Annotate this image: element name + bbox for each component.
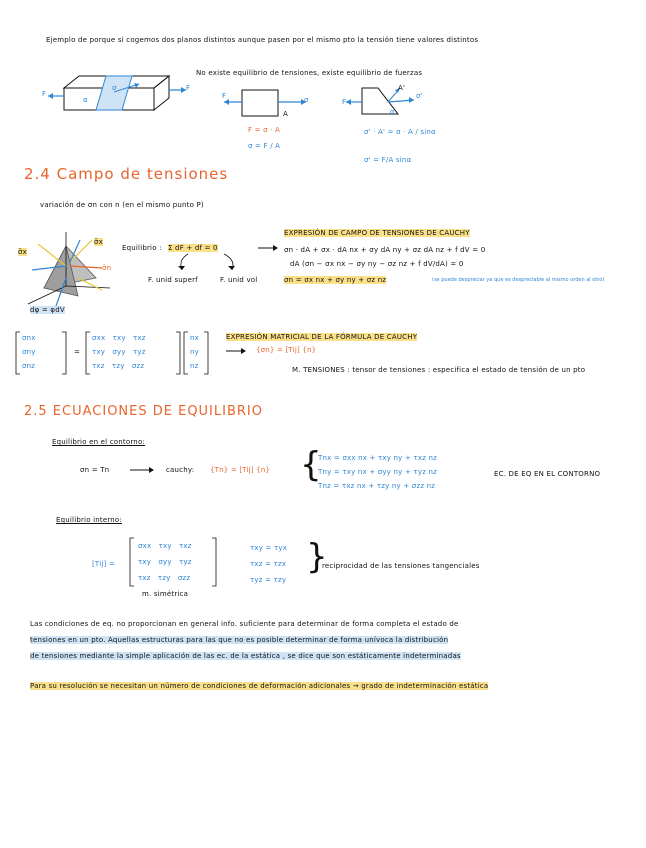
interno-row-0: σxx τxy τxz	[138, 542, 192, 550]
section-2-5-title: 2.5 ECUACIONES DE EQUILIBRIO	[24, 404, 263, 419]
paragraph-line-1: Las condiciones de eq. no proporcionan en general info. suficiente para determinar de forma completa el estado de	[30, 620, 459, 628]
matrix-row-1: τxy σyy τyz	[92, 348, 146, 356]
tau-equalities	[250, 544, 287, 584]
tau-eq-2: τyz = τzy	[250, 576, 287, 584]
tetra-left-top: σ̄x	[18, 248, 27, 256]
equilibrio-arrows	[166, 250, 256, 274]
fig3-alpha: α	[390, 108, 395, 116]
block-figure	[44, 70, 194, 118]
fig2-sigma: σ	[304, 96, 309, 104]
fig1-f-right: F	[186, 84, 191, 92]
square-figure	[218, 86, 318, 120]
matrix-row-0: σxx τxy τxz	[92, 334, 146, 342]
matrix-arrow	[226, 346, 250, 356]
rhs-1: ny	[190, 348, 199, 356]
cauchy-note: (se puede despreciar ya que es despreciable al mismo orden al otro)	[432, 277, 605, 283]
intro-text: Ejemplo de porque si cogemos dos planos distintos aunque pasen por el mismo pto la tensión tiene valores distintos	[46, 36, 479, 44]
contorno-system	[318, 454, 437, 490]
matrix-rhs	[190, 334, 199, 370]
matrix-row-2: τxz τzy σzz	[92, 362, 145, 370]
system-line-2: Tnz = τxz nx + τzy ny + σzz nz	[318, 482, 436, 490]
interno-row-1: τxy σyy τyz	[138, 558, 192, 566]
interno-brackets	[128, 536, 228, 588]
rhs-2: nz	[190, 362, 199, 370]
cauchy-eq-line3: σn = σx nx + σy ny + σz nz	[284, 276, 387, 284]
fig1-f-left: F	[42, 90, 47, 98]
fig1-sigma: σ	[112, 84, 117, 92]
variacion-text: variación de σn con n (en el mismo punto P)	[40, 201, 204, 209]
no-equilibrio-text: No existe equilibrio de tensiones, existe equilibrio de fuerzas	[196, 69, 423, 77]
fig3-sigma: σ'	[416, 92, 423, 100]
paragraph-line-4: Para su resolución se necesitan un número de condiciones de deformación adicionales → grado de indeterminación estática	[30, 682, 489, 690]
tij-label: [Tij] =	[92, 560, 115, 568]
tetra-right: σ̄n	[102, 264, 112, 272]
equilibrio-arrow	[258, 243, 280, 253]
paragraph-line-2: tensiones en un pto. Aquellas estructuras para las que no es posible determinar de forma unívoca la distribución	[30, 636, 449, 644]
interno-title: Equilibrio interno:	[56, 516, 122, 524]
system-line-1: Tny = τxy nx + σyy ny + τyz nz	[318, 468, 437, 476]
contorno-arrow	[130, 465, 158, 475]
lhs-0: σnx	[22, 334, 36, 342]
fig2-eq1: F = σ · A	[248, 126, 281, 134]
tetra-bottom: dφ = φdV	[30, 306, 65, 314]
matrix-expr-title: EXPRESIÓN MATRICIAL DE LA FÓRMULA DE CAUCHY	[226, 333, 418, 341]
fig3-eq1: σ' · A' = σ · A / sinα	[364, 128, 436, 136]
contorno-eq: σn = Tn	[80, 466, 110, 474]
matrix-eq-sign: =	[74, 348, 81, 356]
simetrica-label: m. simétrica	[142, 590, 189, 598]
system-line-0: Tnx = σxx nx + τxy ny + τxz nz	[318, 454, 437, 462]
matrix-compact: {σn} = [Tij] {n}	[256, 346, 317, 354]
cauchy-expr-title: EXPRESIÓN DE CAMPO DE TENSIONES DE CAUCHY	[284, 229, 470, 237]
tau-eq-1: τxz = τzx	[250, 560, 287, 568]
paragraph-line-3: de tensiones mediante la simple aplicación de las ec. de la estática , se dice que son estáticamente indeterminadas	[30, 652, 461, 660]
fig3-a: A'	[398, 84, 406, 92]
tau-brace: {	[306, 537, 328, 577]
cut-square-figure	[340, 80, 440, 128]
cauchy-label: cauchy:	[166, 466, 195, 474]
fig2-f: F	[222, 92, 227, 100]
tetra-right-top: σ̄x	[94, 238, 103, 246]
fig2-eq2: σ = F / A	[248, 142, 281, 150]
lhs-2: σnz	[22, 362, 36, 370]
fsup-label: F. unid superf	[148, 276, 198, 284]
tau-eq-0: τxy = τyx	[250, 544, 288, 552]
lhs-1: σny	[22, 348, 36, 356]
fig1-alpha: α	[83, 96, 88, 104]
cauchy-eq: {Tn} = [Tij] {n}	[210, 466, 271, 474]
contorno-title: Equilibrio en el contorno:	[52, 438, 145, 446]
equilibrio-label: Equilibrio :	[122, 244, 162, 252]
cauchy-eq-line2: dA (σn − σx nx − σy ny − σz nz + f dV/dA) = 0	[290, 260, 464, 268]
section-2-4-title: 2.4 Campo de tensiones	[24, 165, 229, 183]
interno-row-2: τxz τzy σzz	[138, 574, 191, 582]
matrix-brackets	[84, 330, 224, 376]
system-brace: {	[300, 445, 322, 485]
fvol-label: F. unid vol	[220, 276, 258, 284]
equilibrio-eq: Σ dF + df = 0	[168, 244, 218, 252]
lhs-brackets	[14, 330, 74, 376]
fig3-eq2: σ' = F/A sinα	[364, 156, 412, 164]
tensor-definition: M. TENSIONES : tensor de tensiones : especifica el estado de tensión de un pto	[292, 366, 586, 374]
reciprocidad-text: reciprocidad de las tensiones tangenciales	[322, 562, 480, 570]
rhs-0: nx	[190, 334, 199, 342]
cauchy-eq-line1: σn · dA + σx · dA nx + σy dA ny + σz dA nz + f dV = 0	[284, 246, 486, 254]
ec-contorno: EC. DE EQ EN EL CONTORNO	[494, 470, 601, 478]
fig3-f: F	[342, 98, 347, 106]
fig2-a: A	[283, 110, 288, 118]
